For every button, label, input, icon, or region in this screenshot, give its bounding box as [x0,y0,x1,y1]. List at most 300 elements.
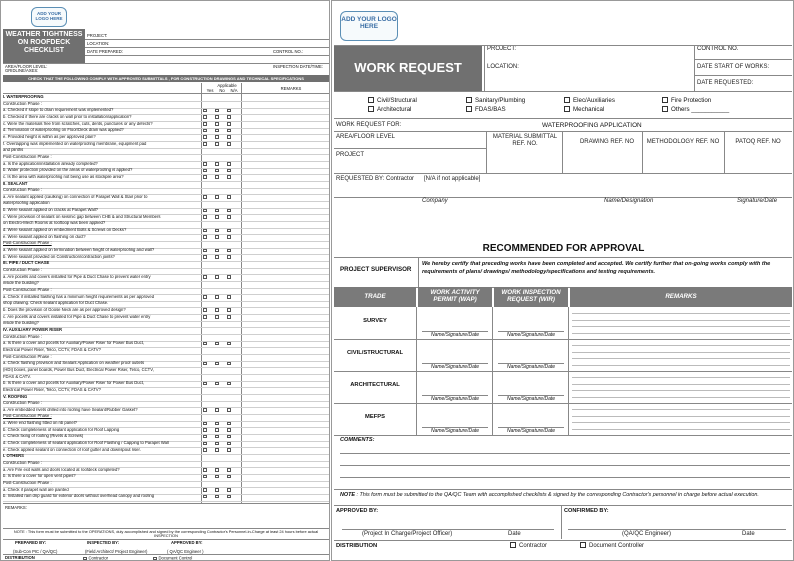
recommended-heading: RECOMMENDED FOR APPROVAL [482,243,645,254]
signature-line [498,331,564,332]
checklist-item [3,148,329,152]
checkbox-cell [199,441,211,445]
work-request-title-text: WORK REQUEST [354,60,462,75]
yes-checkbox[interactable] [203,315,207,319]
checkbox-cell [223,308,235,312]
trade-elec[interactable] [564,96,615,105]
no-checkbox[interactable] [215,448,219,452]
checklist-item [3,275,329,279]
checkbox-cell [223,361,235,365]
trade-fire[interactable] [662,96,729,105]
trade-options-col3 [564,96,615,114]
na-checkbox[interactable] [227,442,231,446]
signature-line [422,395,488,396]
trade-civil[interactable] [368,96,417,105]
checklist-text: inside the building? [3,281,39,286]
yes-checkbox[interactable] [203,442,207,446]
wir-signature: Name/Signature/Date [506,332,556,338]
checklist-text: c. Were provision of sealant on seismic gap between CHB & and Structural Members [3,214,161,219]
remarks-line [572,313,790,314]
na-checkbox[interactable] [227,362,231,366]
no-checkbox[interactable] [215,475,219,479]
no-checkbox[interactable] [215,315,219,319]
no-checkbox[interactable] [215,235,219,239]
checkbox-cell [211,162,223,166]
checkbox-cell [199,115,211,119]
checkbox-cell [223,295,235,299]
wr-distribution-doc-controller [580,542,644,549]
checklist-phase [3,102,329,106]
no-checkbox[interactable] [215,442,219,446]
checklist-item [3,421,329,425]
checkbox-cell [211,434,223,438]
fire-text: Fire Protection [671,97,712,104]
checklist-item [3,162,329,166]
signature-line [422,427,488,428]
checklist-section [3,182,329,186]
na-checkbox[interactable] [227,249,231,253]
checkbox-cell [211,168,223,172]
checklist-item [3,434,329,438]
yes-checkbox[interactable] [203,495,207,499]
checkbox-cell [199,142,211,146]
checkbox-cell [211,248,223,252]
checkbox-cell [223,408,235,412]
trade-col-divider [568,307,569,435]
wir-signature: Name/Signature/Date [506,364,556,370]
yes-checkbox[interactable] [203,468,207,472]
checkbox-cell [211,208,223,212]
inspected-by: INSPECTED BY: [87,540,120,545]
patoq-ref-label: PATOQ REF. NO [735,139,781,145]
name-designation-label: Name/Designation [604,198,654,204]
yes-checkbox[interactable] [203,382,207,386]
checklist-phase [3,288,329,292]
na-checkbox[interactable] [227,175,231,179]
qaqc-date-label: Date [742,531,755,537]
checklist-item [3,388,329,392]
yes-checkbox[interactable] [203,428,207,432]
checklist-text: Construction Phase : [3,334,42,339]
checkbox-cell [211,255,223,259]
na-checkbox[interactable] [227,382,231,386]
checklist-text: Post-Construction Phase : [3,414,52,419]
architectural-checkbox[interactable] [368,106,374,112]
remarks-line [572,416,790,417]
yes-checkbox[interactable] [203,162,207,166]
yes-checkbox[interactable] [203,122,207,126]
trade-row-divider [334,371,792,372]
work-request-for-label: WORK REQUEST FOR: [336,122,402,128]
checklist-item [3,115,329,119]
checkbox-cell [199,168,211,172]
checklist-item [3,408,329,412]
elec-checkbox[interactable] [564,97,570,103]
civil-checkbox[interactable] [368,97,374,103]
no-checkbox[interactable] [215,468,219,472]
no-checkbox[interactable] [215,488,219,492]
wr-project: PROJECT: [487,46,517,52]
yes-checkbox[interactable] [203,488,207,492]
yes-checkbox[interactable] [203,342,207,346]
remarks-line [572,384,790,385]
checklist-item [3,208,329,212]
no-checkbox[interactable] [215,408,219,412]
na-checkbox[interactable] [227,162,231,166]
checklist-text: I. WATERPROOFING [3,95,44,99]
trade-architectural[interactable] [368,105,417,114]
remarks-line [572,358,790,359]
yes-checkbox[interactable] [203,475,207,479]
checkbox-cell [199,494,211,498]
na-checkbox[interactable] [227,129,231,133]
no-checkbox[interactable] [215,275,219,279]
field-inspection-date: INSPECTION DATE/TIME: [273,64,323,69]
yes-checkbox[interactable] [203,448,207,452]
pic-label: (Project In Charge/Project Officer) [362,531,453,537]
checkbox-cell [211,468,223,472]
field-date-prepared: DATE PREPARED: [87,49,123,54]
remarks-line [572,320,790,321]
no-checkbox[interactable] [215,495,219,499]
signature-line [498,427,564,428]
checklist-item [3,375,329,379]
trade-row-divider [334,403,792,404]
checkbox-cell [223,162,235,166]
checkbox-cell [211,308,223,312]
no-checkbox[interactable] [215,435,219,439]
na-checkbox[interactable] [227,308,231,312]
contractor-text: Contractor [88,555,109,561]
na-checkbox[interactable] [227,448,231,452]
checklist-text: b. Does the provision of Goose Neck are as per approved design? [3,307,126,312]
na-checkbox[interactable] [227,428,231,432]
checkbox-cell [199,315,211,319]
checkbox-cell [211,195,223,199]
checkbox-cell [211,135,223,139]
checklist-item [3,281,329,285]
checkbox-cell [211,474,223,478]
compliance-banner-text: CHECK THAT THE FOLLOWING COMPLY WITH APPROVED SUBMITTALS , FOR CONSTRUCTION DRAWINGS AND TECHNICAL SPECIFICATIONS [28,76,304,81]
sanitary-text: Sanitary/Plumbing [475,97,526,104]
distribution-doc-control [153,556,192,561]
checkbox-cell [211,115,223,119]
trade-sanitary[interactable] [466,96,525,105]
yes-checkbox[interactable] [203,255,207,259]
trade-mechanical[interactable] [564,105,615,114]
no-checkbox[interactable] [215,308,219,312]
yes-checkbox[interactable] [203,175,207,179]
yes-checkbox[interactable] [203,249,207,253]
na-checkbox[interactable] [227,195,231,199]
doc-control-text: Document Control [158,555,193,561]
no-checkbox[interactable] [215,362,219,366]
no-checkbox[interactable] [215,169,219,173]
trade-col-divider [416,307,417,435]
remarks-line [572,377,790,378]
wr-contractor-text: Contractor [519,543,548,549]
trade-others[interactable] [662,105,729,114]
checkbox-cell [199,122,211,126]
wr-contractor-checkbox[interactable] [510,542,516,548]
checkbox-cell [211,175,223,179]
no-checkbox[interactable] [215,122,219,126]
no-checkbox[interactable] [215,175,219,179]
checkbox-cell [223,128,235,132]
na-checkbox[interactable] [227,422,231,426]
na-checkbox[interactable] [227,142,231,146]
trade-options-col4 [662,96,729,114]
no-checkbox[interactable] [215,249,219,253]
signature-line [498,363,564,364]
right-logo-text: ADD YOUR LOGO HERE [341,16,397,30]
no-checkbox[interactable] [215,109,219,113]
checklist-phase [3,355,329,359]
col-applicable: Applicable [217,83,237,88]
yes-checkbox[interactable] [203,422,207,426]
checkbox-cell [223,468,235,472]
wr-approved-by: APPROVED BY: [336,508,379,514]
na-checkbox[interactable] [227,169,231,173]
yes-checkbox[interactable] [203,408,207,412]
yes-checkbox[interactable] [203,229,207,233]
checklist-text: V. ROOFING [3,394,28,399]
remarks-label: REMARKS: [5,505,27,510]
no-checkbox[interactable] [215,195,219,199]
yes-checkbox[interactable] [203,295,207,299]
na-checkbox[interactable] [227,255,231,259]
yes-checkbox[interactable] [203,235,207,239]
checklist-item [3,221,329,225]
wir-signature: Name/Signature/Date [506,396,556,402]
left-logo-text: ADD YOUR LOGO HERE [35,11,63,21]
checkbox-cell [223,494,235,498]
checklist-phase [3,414,329,418]
col-remarks-right: REMARKS [570,287,792,307]
checklist-text: FDAS & CATV. [3,374,31,379]
checklist-text: a. Are Fire exit walls and doors located at roofdeck completed? [3,467,120,472]
checklist-phase [3,335,329,339]
yes-checkbox[interactable] [203,215,207,219]
na-checkbox[interactable] [227,235,231,239]
na-checkbox[interactable] [227,408,231,412]
na-checkbox[interactable] [227,475,231,479]
na-checkbox[interactable] [227,209,231,213]
trade-row-divider [334,339,792,340]
na-checkbox[interactable] [227,109,231,113]
na-checkbox[interactable] [227,488,231,492]
checklist-text: shop drawing. Check sealant application for Duct Chase. [3,301,109,306]
wr-distribution-contractor [510,542,547,549]
col-no: No [219,88,225,93]
trade-options-col2 [466,96,525,114]
wr-doc-controller-checkbox[interactable] [580,542,586,548]
na-checkbox[interactable] [227,135,231,139]
fdas-text: FDAS/BAS [475,106,506,113]
checklist-text: Construction Phase : [3,101,42,106]
checklist-item [3,128,329,132]
architectural-text: Architectural [377,106,412,113]
no-checkbox[interactable] [215,215,219,219]
yes-checkbox[interactable] [203,435,207,439]
checklist-text: Electrical Power Riser, Telco, CCTV, FDAS & CATV? [3,347,101,352]
checklist-phase [3,401,329,405]
na-checkbox[interactable] [227,468,231,472]
checkbox-cell [199,448,211,452]
yes-checkbox[interactable] [203,169,207,173]
checkbox-cell [223,175,235,179]
checkbox-cell [199,408,211,412]
company-label: Company [422,198,448,204]
no-checkbox[interactable] [215,342,219,346]
yes-checkbox[interactable] [203,109,207,113]
no-checkbox[interactable] [215,382,219,386]
trade-name: CIVIL/STRUCTURAL [346,350,404,356]
checkbox-cell [211,448,223,452]
mechanical-checkbox[interactable] [564,106,570,112]
checklist-text: Post-Construction Phase : [3,354,52,359]
na-checkbox[interactable] [227,215,231,219]
no-checkbox[interactable] [215,129,219,133]
fire-checkbox[interactable] [662,97,668,103]
checkbox-cell [199,195,211,199]
no-checkbox[interactable] [215,229,219,233]
checkbox-cell [223,255,235,259]
no-checkbox[interactable] [215,255,219,259]
no-checkbox[interactable] [215,135,219,139]
checkbox-cell [223,421,235,425]
no-checkbox[interactable] [215,162,219,166]
checklist-item [3,321,329,325]
checklist-phase [3,461,329,465]
na-checkbox[interactable] [227,342,231,346]
checklist-item [3,175,329,179]
checklist-text: c. Is the area with waterproofing not being use as stockpile area? [3,174,124,179]
others-checkbox[interactable] [662,106,668,112]
field-location: LOCATION: [87,41,110,46]
na-checkbox[interactable] [227,315,231,319]
checklist-section [3,261,329,265]
na-checkbox[interactable] [227,275,231,279]
yes-checkbox[interactable] [203,129,207,133]
field-control-no: CONTROL NO.: [273,49,304,54]
yes-checkbox[interactable] [203,362,207,366]
na-checkbox[interactable] [227,122,231,126]
na-checkbox[interactable] [227,115,231,119]
checkbox-cell [199,421,211,425]
qaqc-label: (QA/QC Engineer) [622,531,672,537]
wr-location: LOCATION: [487,64,519,70]
checklist-text: Post-Construction Phase : [3,154,52,159]
no-checkbox[interactable] [215,295,219,299]
checkbox-cell [211,421,223,425]
checklist-text: (HDI) boxes, panel boards, Power Bus Duct, Electrical Power Riser, Telco, CCTV, [3,367,154,372]
checkbox-cell [223,474,235,478]
col-na: N/A [230,88,238,93]
yes-checkbox[interactable] [203,115,207,119]
checkbox-cell [223,122,235,126]
yes-checkbox[interactable] [203,135,207,139]
fdas-checkbox[interactable] [466,106,472,112]
checklist-text: Post-Construction Phase : [3,288,52,293]
no-checkbox[interactable] [215,142,219,146]
checkbox-cell [199,381,211,385]
checkbox-cell [199,275,211,279]
checkbox-cell [211,381,223,385]
checklist-item [3,248,329,252]
work-request-for-value: WATERPROOFING APPLICATION [542,122,642,129]
yes-checkbox[interactable] [203,275,207,279]
yes-checkbox[interactable] [203,195,207,199]
checkbox-cell [211,142,223,146]
checklist-item [3,195,329,199]
no-checkbox[interactable] [215,115,219,119]
checklist-text: a. Were end flashing fitted on rib panel? [3,421,77,426]
no-checkbox[interactable] [215,428,219,432]
checklist-phase [3,241,329,245]
doc-control-checkbox[interactable] [153,557,157,561]
checkbox-cell [199,235,211,239]
checklist-text: b. Installed rain drip guard for exterior doors without overhead canopy and roofing [3,494,155,499]
checklist-text: d. Termination of waterproofing on Floor/Deck drain was applied? [3,128,124,133]
checklist-text: Construction Phase : [3,401,42,406]
checkbox-cell [211,408,223,412]
na-checkbox[interactable] [227,495,231,499]
no-checkbox[interactable] [215,422,219,426]
checkbox-cell [211,441,223,445]
na-checkbox[interactable] [227,295,231,299]
no-checkbox[interactable] [215,209,219,213]
prepared-by: PREPARED BY: [15,540,47,545]
checklist-text: a. Are pocells and covers installed for Pipe & Duct Chase to prevent water entry [3,274,151,279]
checklist-text: b. Were sealant applied on cracks at Parapet Wall? [3,208,98,213]
signature-date-label: Signature/Date [737,198,778,204]
requested-by-label: REQUESTED BY: Contractor [336,176,415,182]
yes-checkbox[interactable] [203,142,207,146]
remarks-line [572,326,790,327]
na-checkbox[interactable] [227,229,231,233]
checklist-phase [3,481,329,485]
trade-name: SURVEY [363,318,387,324]
checkbox-cell [199,434,211,438]
col-remarks: REMARKS [280,86,302,91]
yes-checkbox[interactable] [203,308,207,312]
trade-name: ARCHITECTURAL [350,382,400,388]
remarks-line [572,345,790,346]
checklist-text: f. Overlapping was implemented on waterproofing membrane, equipment pad [3,141,147,146]
checkbox-cell [199,108,211,112]
checkbox-cell [211,128,223,132]
checklist-item [3,255,329,259]
checkbox-cell [211,122,223,126]
checklist-item [3,122,329,126]
checklist-text: I. OTHERS [3,454,24,459]
trade-fdas[interactable] [466,105,525,114]
checklist-item [3,448,329,452]
others-text: Others ___________ [671,106,730,113]
yes-checkbox[interactable] [203,209,207,213]
na-checkbox[interactable] [227,435,231,439]
remarks-line [572,333,790,334]
contractor-checkbox[interactable] [83,557,87,561]
checklist-text: c. Check fixing of roofing (Rivets & Screws) [3,434,84,439]
wap-signature: Name/Signature/Date [430,332,480,338]
distribution-label: DISTRIBUTION [5,555,35,560]
sanitary-checkbox[interactable] [466,97,472,103]
checkbox-cell [211,235,223,239]
checklist-text: Construction Phase : [3,268,42,273]
checkbox-cell [223,434,235,438]
